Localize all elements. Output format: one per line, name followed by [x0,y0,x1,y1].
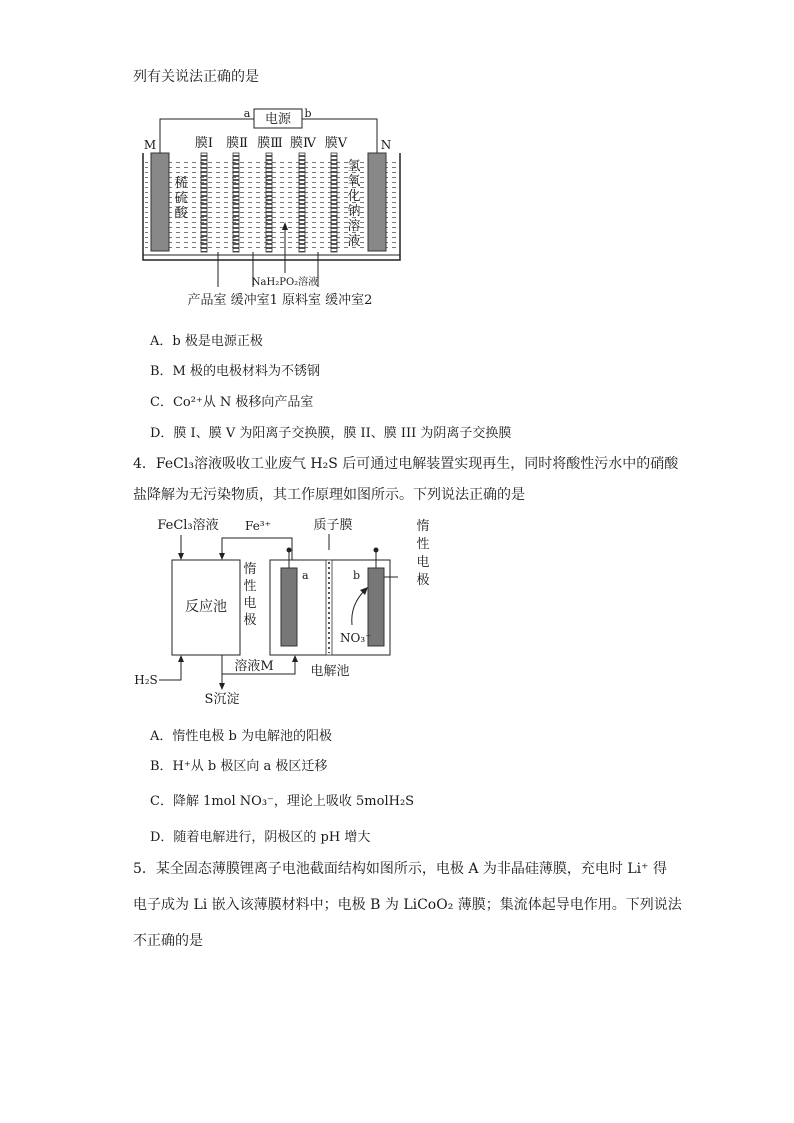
electrode-a-label: a [302,569,309,582]
left-solution-char: 酸 [174,206,188,221]
left-solution-char: 硫 [174,191,188,206]
left-electrode-char: 电 [243,596,257,611]
electrode-n-label: N [380,138,392,152]
intro-line: 列有关说法正确的是 [133,69,259,85]
left-electrode-char: 极 [243,613,257,628]
electrode-a [281,568,297,646]
q5-stem-line-1: 5．某全固态薄膜锂离子电池截面结构如图所示，电极 A 为非晶硅薄膜，充电时 Li⁺ 得 [133,861,667,877]
q5-stem-line-2: 电子成为 Li 嵌入该薄膜材料中；电极 B 为 LiCoO₂ 薄膜；集流体起导电作用。下列说法 [133,897,682,913]
q3-option-b: B．M 极的电极材料为不锈钢 [150,364,320,379]
membrane-5-label: 膜Ⅴ [324,136,348,151]
right-solution-char: 氧 [347,174,361,189]
q3-option-c: C．Co²⁺从 N 极移向产品室 [150,395,314,410]
pole-a-label: a [243,107,251,120]
electrode-m [151,153,169,251]
pole-b-label: b [304,107,312,120]
q3-option-d: D．膜 I、膜 V 为阳离子交换膜，膜 II、膜 III 为阴离子交换膜 [150,426,512,441]
figure-reactor-electrolysis [0,510,794,710]
q4-stem-line-1: 4．FeCl₃溶液吸收工业废气 H₂S 后可通过电解装置实现再生，同时将酸性污水中的硝酸 [133,456,679,472]
membrane-1-label: 膜Ⅰ [194,136,214,151]
q4-stem-line-2: 盐降解为无污染物质，其工作原理如图所示。下列说法正确的是 [133,487,525,503]
electrode-m-label: M [143,138,157,152]
chamber-caption: 产品室 缓冲室1 原料室 缓冲室2 [187,293,373,308]
q4-option-a: A．惰性电极 b 为电解池的阳极 [150,729,332,744]
membrane-3-label: 膜Ⅲ [257,136,283,151]
right-solution-char: 溶 [347,219,361,234]
q3-option-a: A．b 极是电源正极 [150,334,263,349]
h2s-label: H₂S [134,673,158,687]
fecl3-label: FeCl₃溶液 [157,518,219,533]
right-solution-char: 液 [347,234,361,249]
membrane-2 [233,153,239,252]
q4-option-b: B．H⁺从 b 极区向 a 极区迁移 [150,759,328,774]
right-electrode-char: 极 [416,573,430,588]
solution-m-label: 溶液M [234,659,274,674]
membrane-1 [201,153,207,252]
electrode-b-label: b [352,569,360,582]
cell-label: 电解池 [310,664,350,679]
left-electrode-char: 惰 [243,562,257,577]
nitrate-label: NO₃⁻ [340,631,372,645]
figure-electrolysis-membranes [0,95,794,415]
feed-solution-label: NaH₂PO₂溶液 [251,277,319,288]
q4-option-c: C．降解 1mol NO₃⁻，理论上吸收 5molH₂S [150,794,415,809]
membrane-3 [266,153,272,252]
right-electrode-char: 性 [416,537,430,552]
fe3-return-line [222,538,292,560]
h2s-line [159,659,181,680]
right-solution-char: 钠 [347,204,361,219]
fe3-label: Fe³⁺ [245,519,271,533]
left-solution-char: 稀 [174,176,188,191]
right-solution-char: 化 [347,189,361,204]
power-source-label: 电源 [264,112,292,127]
q4-option-d: D．随着电解进行，阴极区的 pH 增大 [150,830,371,845]
membrane-4-label: 膜Ⅳ [290,136,316,151]
electrode-n [368,153,386,251]
sulfur-label: S沉淀 [204,692,240,707]
right-electrode-char: 电 [416,555,430,570]
membrane-2-label: 膜Ⅱ [226,136,248,151]
right-electrode-char: 惰 [416,519,430,534]
left-electrode-char: 性 [243,579,257,594]
right-solution-char: 氢 [347,159,361,174]
q5-stem-line-3: 不正确的是 [133,933,203,949]
membrane-5 [331,153,337,252]
reactor-label: 反应池 [185,599,227,615]
membrane-4 [299,153,305,252]
membrane-label: 质子膜 [313,518,353,533]
